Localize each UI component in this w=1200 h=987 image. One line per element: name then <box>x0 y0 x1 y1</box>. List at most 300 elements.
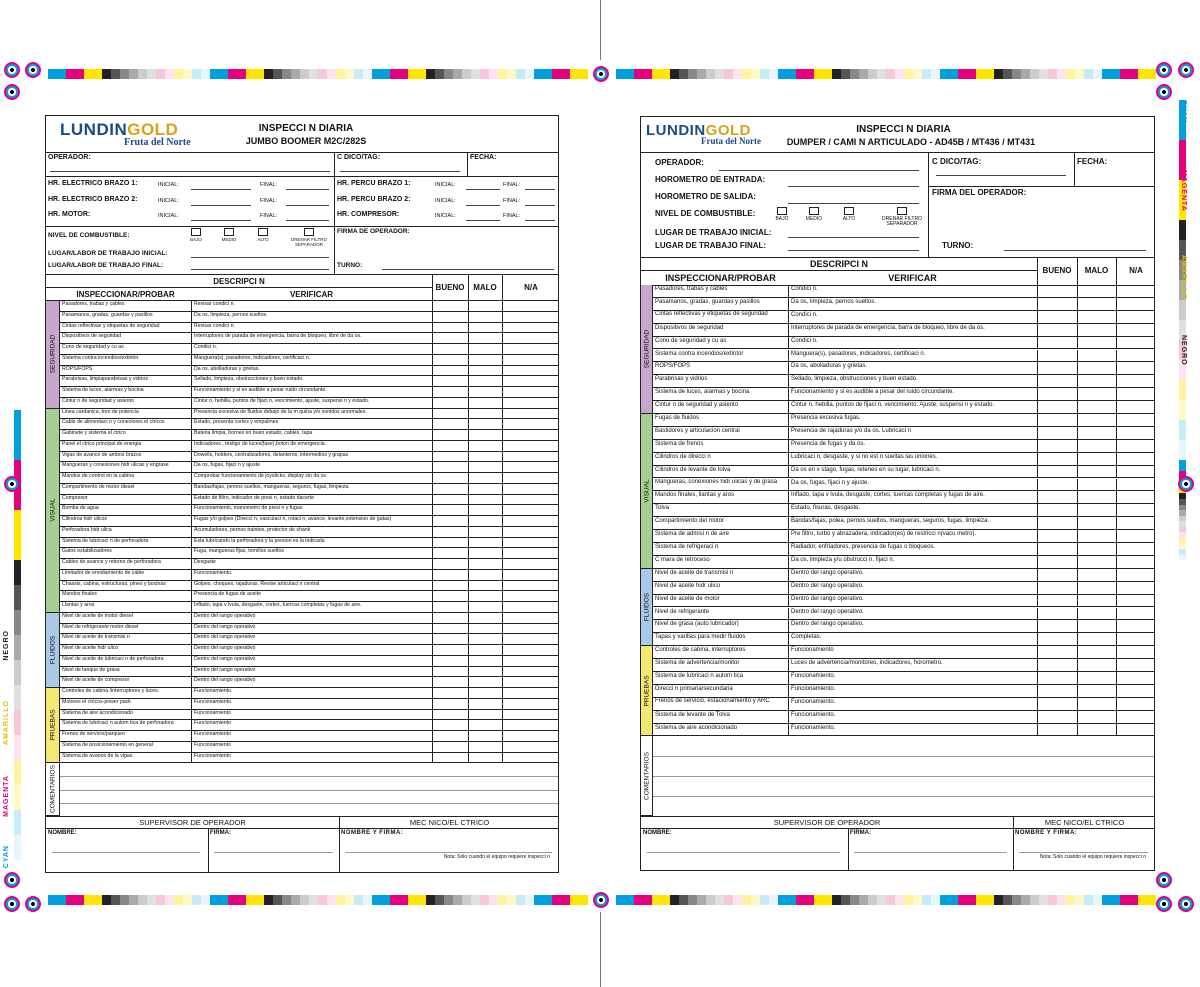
malo-checkbox-cell[interactable] <box>1077 620 1116 632</box>
malo-checkbox-cell[interactable] <box>468 333 502 343</box>
comentarios-line[interactable] <box>653 776 1154 777</box>
na-checkbox-cell[interactable] <box>1116 453 1155 465</box>
bueno-checkbox-cell[interactable] <box>432 677 468 687</box>
na-checkbox-cell[interactable] <box>1116 362 1155 374</box>
nombre-field[interactable] <box>52 852 200 853</box>
bueno-checkbox-cell[interactable] <box>1037 685 1077 697</box>
na-checkbox-cell[interactable] <box>1116 633 1155 645</box>
na-checkbox-cell[interactable] <box>502 355 559 365</box>
na-checkbox-cell[interactable] <box>502 344 559 354</box>
firma-field[interactable] <box>854 852 1007 853</box>
malo-checkbox-cell[interactable] <box>468 344 502 354</box>
malo-checkbox-cell[interactable] <box>468 699 502 709</box>
bueno-checkbox-cell[interactable] <box>1037 711 1077 723</box>
bueno-checkbox-cell[interactable] <box>1037 427 1077 439</box>
na-checkbox-cell[interactable] <box>1116 672 1155 684</box>
nombre-firma-field[interactable] <box>1019 852 1148 853</box>
malo-checkbox-cell[interactable] <box>468 419 502 429</box>
bueno-checkbox-cell[interactable] <box>1037 350 1077 362</box>
bueno-checkbox-cell[interactable] <box>1037 659 1077 671</box>
na-checkbox-cell[interactable] <box>502 516 559 526</box>
bueno-checkbox-cell[interactable] <box>1037 362 1077 374</box>
bueno-checkbox-cell[interactable] <box>1037 569 1077 581</box>
bueno-checkbox-cell[interactable] <box>432 645 468 655</box>
turno-field[interactable] <box>382 269 554 270</box>
bueno-checkbox-cell[interactable] <box>432 720 468 730</box>
na-checkbox-cell[interactable] <box>502 699 559 709</box>
inicial-field[interactable] <box>466 205 500 206</box>
malo-checkbox-cell[interactable] <box>1077 582 1116 594</box>
bueno-checkbox-cell[interactable] <box>432 591 468 601</box>
na-checkbox-cell[interactable] <box>502 301 559 311</box>
na-checkbox-cell[interactable] <box>1116 324 1155 336</box>
color-bar <box>48 895 588 905</box>
malo-checkbox-cell[interactable] <box>468 301 502 311</box>
na-checkbox-cell[interactable] <box>502 645 559 655</box>
bueno-checkbox-cell[interactable] <box>432 419 468 429</box>
table-row <box>60 462 558 473</box>
malo-checkbox-cell[interactable] <box>468 505 502 515</box>
bueno-checkbox-cell[interactable] <box>1037 504 1077 516</box>
malo-checkbox-cell[interactable] <box>1077 724 1116 736</box>
na-checkbox-cell[interactable] <box>502 710 559 720</box>
final-field[interactable] <box>286 220 329 221</box>
na-checkbox-cell[interactable] <box>1116 646 1155 658</box>
malo-checkbox-cell[interactable] <box>468 441 502 451</box>
malo-checkbox-cell[interactable] <box>468 667 502 677</box>
na-checkbox-cell[interactable] <box>502 441 559 451</box>
na-checkbox-cell[interactable] <box>502 409 559 419</box>
malo-checkbox-cell[interactable] <box>468 677 502 687</box>
malo-checkbox-cell[interactable] <box>468 548 502 558</box>
na-checkbox-cell[interactable] <box>1116 556 1155 568</box>
bueno-checkbox-cell[interactable] <box>432 333 468 343</box>
na-checkbox-cell[interactable] <box>1116 298 1155 310</box>
na-checkbox-cell[interactable] <box>502 591 559 601</box>
comentarios-line[interactable] <box>60 803 558 804</box>
final-field[interactable] <box>525 205 555 206</box>
bueno-checkbox-cell[interactable] <box>432 699 468 709</box>
malo-checkbox-cell[interactable] <box>468 720 502 730</box>
na-checkbox-cell[interactable] <box>502 742 559 752</box>
bueno-checkbox-cell[interactable] <box>432 624 468 634</box>
bueno-checkbox-cell[interactable] <box>1037 724 1077 736</box>
bueno-checkbox-cell[interactable] <box>1037 479 1077 491</box>
lugar-inicial-field[interactable] <box>788 237 919 238</box>
inspeccionar-cell: Gabinete y sistema el ctrico <box>62 430 126 436</box>
bueno-checkbox-cell[interactable] <box>1037 633 1077 645</box>
inspeccionar-cell: Nivel de refrigerante motor diesel <box>62 623 139 630</box>
na-checkbox-cell[interactable] <box>1116 530 1155 542</box>
malo-checkbox-cell[interactable] <box>1077 711 1116 723</box>
malo-checkbox-cell[interactable] <box>468 645 502 655</box>
bueno-checkbox-cell[interactable] <box>1037 440 1077 452</box>
bueno-checkbox-cell[interactable] <box>1037 414 1077 426</box>
inicial-label: INICIAL: <box>435 198 456 204</box>
verificar-cell: Cintur n, hebilla, puntos de fijaci n, vencimiento, ajuste, suspensi n y estado. <box>191 398 432 408</box>
malo-checkbox-cell[interactable] <box>1077 362 1116 374</box>
bueno-checkbox-cell[interactable] <box>1037 517 1077 529</box>
na-checkbox-cell[interactable] <box>1116 517 1155 529</box>
malo-checkbox-cell[interactable] <box>468 409 502 419</box>
table-row <box>60 495 558 506</box>
bueno-checkbox-cell[interactable] <box>432 710 468 720</box>
bueno-checkbox-cell[interactable] <box>432 473 468 483</box>
final-field[interactable] <box>286 189 329 190</box>
malo-checkbox-cell[interactable] <box>468 591 502 601</box>
bueno-checkbox-cell[interactable] <box>1037 324 1077 336</box>
malo-checkbox-cell[interactable] <box>468 581 502 591</box>
malo-checkbox-cell[interactable] <box>468 323 502 333</box>
firma-field[interactable] <box>214 852 333 853</box>
na-checkbox-cell[interactable] <box>502 559 559 569</box>
na-checkbox-cell[interactable] <box>1116 414 1155 426</box>
na-checkbox-cell[interactable] <box>1116 479 1155 491</box>
comentarios-line[interactable] <box>653 796 1154 797</box>
bueno-checkbox-cell[interactable] <box>432 656 468 666</box>
inspeccionar-cell: Linea cardanica, tren de potencia <box>62 408 139 415</box>
na-checkbox-cell[interactable] <box>1116 582 1155 594</box>
na-checkbox-cell[interactable] <box>502 624 559 634</box>
malo-checkbox-cell[interactable] <box>468 710 502 720</box>
fuel-checkbox[interactable] <box>191 228 201 236</box>
bueno-checkbox-cell[interactable] <box>432 452 468 462</box>
bueno-checkbox-cell[interactable] <box>432 559 468 569</box>
malo-checkbox-cell[interactable] <box>468 742 502 752</box>
bueno-checkbox-cell[interactable] <box>432 376 468 386</box>
na-checkbox-cell[interactable] <box>502 398 559 408</box>
bueno-checkbox-cell[interactable] <box>432 548 468 558</box>
na-checkbox-cell[interactable] <box>1116 440 1155 452</box>
na-checkbox-cell[interactable] <box>502 387 559 397</box>
malo-checkbox-cell[interactable] <box>468 538 502 548</box>
bueno-checkbox-cell[interactable] <box>432 742 468 752</box>
bueno-checkbox-cell[interactable] <box>1037 375 1077 387</box>
fuel-checkbox[interactable] <box>258 228 268 236</box>
bueno-checkbox-cell[interactable] <box>432 753 468 763</box>
na-checkbox-cell[interactable] <box>502 634 559 644</box>
bueno-checkbox-cell[interactable] <box>1037 285 1077 297</box>
lugar-final-field[interactable] <box>788 250 919 251</box>
malo-checkbox-cell[interactable] <box>468 495 502 505</box>
bueno-checkbox-cell[interactable] <box>432 462 468 472</box>
fuel-checkbox[interactable] <box>224 228 234 236</box>
bueno-checkbox-cell[interactable] <box>432 323 468 333</box>
bueno-checkbox-cell[interactable] <box>432 538 468 548</box>
na-checkbox-cell[interactable] <box>1116 724 1155 736</box>
horometro-salida-field[interactable] <box>788 203 919 204</box>
na-checkbox-cell[interactable] <box>1116 466 1155 478</box>
nombre-firma-field[interactable] <box>345 852 552 853</box>
horometro-entrada-field[interactable] <box>788 186 919 187</box>
bueno-checkbox-cell[interactable] <box>1037 401 1077 413</box>
final-field[interactable] <box>286 205 329 206</box>
bueno-checkbox-cell[interactable] <box>432 602 468 612</box>
malo-checkbox-cell[interactable] <box>468 527 502 537</box>
operador-field[interactable] <box>50 171 330 172</box>
malo-checkbox-cell[interactable] <box>1077 311 1116 323</box>
na-checkbox-cell[interactable] <box>502 581 559 591</box>
na-checkbox-cell[interactable] <box>502 527 559 537</box>
bueno-checkbox-cell[interactable] <box>432 312 468 322</box>
malo-checkbox-cell[interactable] <box>1077 504 1116 516</box>
na-checkbox-cell[interactable] <box>502 495 559 505</box>
na-checkbox-cell[interactable] <box>502 452 559 462</box>
na-checkbox-cell[interactable] <box>502 570 559 580</box>
codigo-field[interactable] <box>936 175 1066 176</box>
malo-checkbox-cell[interactable] <box>468 430 502 440</box>
table-row <box>653 543 1154 556</box>
turno-label: TURNO: <box>942 241 974 250</box>
lugar-final-field[interactable] <box>191 269 329 270</box>
na-checkbox-cell[interactable] <box>1116 388 1155 400</box>
na-checkbox-cell[interactable] <box>502 731 559 741</box>
malo-checkbox-cell[interactable] <box>468 570 502 580</box>
bueno-checkbox-cell[interactable] <box>432 355 468 365</box>
na-checkbox-cell[interactable] <box>1116 491 1155 503</box>
malo-checkbox-cell[interactable] <box>468 398 502 408</box>
malo-checkbox-cell[interactable] <box>1077 324 1116 336</box>
na-checkbox-cell[interactable] <box>1116 543 1155 555</box>
na-checkbox-cell[interactable] <box>1116 311 1155 323</box>
fuel-checkbox[interactable] <box>809 207 819 215</box>
malo-checkbox-cell[interactable] <box>468 753 502 763</box>
bueno-checkbox-cell[interactable] <box>432 516 468 526</box>
malo-checkbox-cell[interactable] <box>468 602 502 612</box>
na-checkbox-cell[interactable] <box>502 333 559 343</box>
table-row <box>60 559 558 570</box>
bueno-checkbox-cell[interactable] <box>432 344 468 354</box>
inspeccionar-cell: Pasadores, trabas y cables <box>62 301 125 307</box>
na-checkbox-cell[interactable] <box>502 505 559 515</box>
side-color-label: MAGENTA <box>3 775 10 817</box>
na-checkbox-cell[interactable] <box>1116 427 1155 439</box>
inicial-field[interactable] <box>191 189 251 190</box>
bueno-checkbox-cell[interactable] <box>1037 646 1077 658</box>
na-checkbox-cell[interactable] <box>502 419 559 429</box>
inicial-field[interactable] <box>466 220 500 221</box>
na-checkbox-cell[interactable] <box>502 366 559 376</box>
na-checkbox-cell[interactable] <box>502 323 559 333</box>
malo-checkbox-cell[interactable] <box>1077 672 1116 684</box>
fuel-checkbox[interactable] <box>777 207 787 215</box>
na-checkbox-cell[interactable] <box>1116 375 1155 387</box>
bueno-checkbox-cell[interactable] <box>432 387 468 397</box>
na-checkbox-cell[interactable] <box>502 656 559 666</box>
bueno-checkbox-cell[interactable] <box>1037 698 1077 710</box>
malo-checkbox-cell[interactable] <box>1077 659 1116 671</box>
comentarios-line[interactable] <box>60 776 558 777</box>
malo-checkbox-cell[interactable] <box>1077 350 1116 362</box>
na-checkbox-cell[interactable] <box>502 677 559 687</box>
bueno-checkbox-cell[interactable] <box>1037 466 1077 478</box>
codigo-field[interactable] <box>340 171 460 172</box>
nombre-field[interactable] <box>647 852 840 853</box>
malo-checkbox-cell[interactable] <box>1077 285 1116 297</box>
na-checkbox-cell[interactable] <box>1116 595 1155 607</box>
malo-checkbox-cell[interactable] <box>468 634 502 644</box>
na-checkbox-cell[interactable] <box>502 720 559 730</box>
bueno-checkbox-cell[interactable] <box>432 505 468 515</box>
malo-checkbox-cell[interactable] <box>1077 543 1116 555</box>
malo-checkbox-cell[interactable] <box>1077 556 1116 568</box>
malo-checkbox-cell[interactable] <box>468 312 502 322</box>
na-checkbox-cell[interactable] <box>1116 350 1155 362</box>
bueno-checkbox-cell[interactable] <box>1037 595 1077 607</box>
malo-checkbox-cell[interactable] <box>1077 646 1116 658</box>
malo-checkbox-cell[interactable] <box>468 462 502 472</box>
na-checkbox-cell[interactable] <box>1116 337 1155 349</box>
na-checkbox-cell[interactable] <box>1116 608 1155 620</box>
bueno-checkbox-cell[interactable] <box>1037 608 1077 620</box>
comentarios-line[interactable] <box>653 756 1154 757</box>
na-checkbox-cell[interactable] <box>502 538 559 548</box>
table-row <box>653 337 1154 350</box>
bueno-checkbox-cell[interactable] <box>432 398 468 408</box>
malo-checkbox-cell[interactable] <box>1077 414 1116 426</box>
malo-checkbox-cell[interactable] <box>1077 337 1116 349</box>
na-checkbox-cell[interactable] <box>502 602 559 612</box>
final-field[interactable] <box>525 189 555 190</box>
malo-checkbox-cell[interactable] <box>468 473 502 483</box>
nombre-label: NOMBRE: <box>643 830 672 836</box>
turno-field[interactable] <box>1004 250 1146 251</box>
bueno-checkbox-cell[interactable] <box>432 484 468 494</box>
verificar-cell: Golpes, choques, rajaduras. Revise articulaci n central <box>191 581 432 591</box>
na-checkbox-cell[interactable] <box>1116 285 1155 297</box>
bueno-checkbox-cell[interactable] <box>1037 543 1077 555</box>
bueno-checkbox-cell[interactable] <box>432 366 468 376</box>
na-checkbox-cell[interactable] <box>1116 711 1155 723</box>
malo-checkbox-cell[interactable] <box>468 387 502 397</box>
malo-checkbox-cell[interactable] <box>1077 685 1116 697</box>
malo-checkbox-cell[interactable] <box>1077 466 1116 478</box>
malo-checkbox-cell[interactable] <box>1077 595 1116 607</box>
bueno-checkbox-cell[interactable] <box>1037 530 1077 542</box>
malo-checkbox-cell[interactable] <box>1077 401 1116 413</box>
malo-checkbox-cell[interactable] <box>1077 530 1116 542</box>
malo-checkbox-cell[interactable] <box>1077 453 1116 465</box>
inspeccionar-cell: Pasamanos, gradas, guardas y pasillos <box>655 298 760 305</box>
bueno-checkbox-cell[interactable] <box>1037 388 1077 400</box>
malo-checkbox-cell[interactable] <box>1077 298 1116 310</box>
verificar-cell: Interruptores de parada de emergencia, barra de bloqueo, libre de da os. <box>191 333 432 343</box>
na-checkbox-cell[interactable] <box>1116 659 1155 671</box>
malo-checkbox-cell[interactable] <box>468 688 502 698</box>
inicial-field[interactable] <box>191 220 251 221</box>
bueno-checkbox-cell[interactable] <box>1037 620 1077 632</box>
malo-checkbox-cell[interactable] <box>468 452 502 462</box>
lugar-inicial-field[interactable] <box>191 257 329 258</box>
bueno-checkbox-cell[interactable] <box>432 527 468 537</box>
operador-field[interactable] <box>719 170 919 171</box>
na-checkbox-cell[interactable] <box>1116 620 1155 632</box>
bueno-checkbox-cell[interactable] <box>432 667 468 677</box>
bueno-checkbox-cell[interactable] <box>1037 453 1077 465</box>
final-field[interactable] <box>525 220 555 221</box>
bueno-checkbox-cell[interactable] <box>1037 556 1077 568</box>
bueno-checkbox-cell[interactable] <box>432 634 468 644</box>
bueno-checkbox-cell[interactable] <box>432 570 468 580</box>
malo-checkbox-cell[interactable] <box>468 613 502 623</box>
inicial-label: INICIAL: <box>158 198 179 204</box>
malo-checkbox-cell[interactable] <box>468 516 502 526</box>
bueno-checkbox-cell[interactable] <box>432 731 468 741</box>
na-checkbox-cell[interactable] <box>502 688 559 698</box>
bueno-checkbox-cell[interactable] <box>432 613 468 623</box>
malo-checkbox-cell[interactable] <box>1077 440 1116 452</box>
malo-checkbox-cell[interactable] <box>1077 517 1116 529</box>
fuel-checkbox[interactable] <box>844 207 854 215</box>
bueno-checkbox-cell[interactable] <box>432 409 468 419</box>
na-checkbox-cell[interactable] <box>1116 698 1155 710</box>
na-checkbox-cell[interactable] <box>502 473 559 483</box>
malo-checkbox-cell[interactable] <box>1077 388 1116 400</box>
inspeccionar-cell: Cilindros de levante de tolva <box>655 466 731 473</box>
bueno-checkbox-cell[interactable] <box>432 581 468 591</box>
malo-checkbox-cell[interactable] <box>1077 491 1116 503</box>
bueno-checkbox-cell[interactable] <box>1037 491 1077 503</box>
na-checkbox-cell[interactable] <box>1116 685 1155 697</box>
na-checkbox-cell[interactable] <box>502 753 559 763</box>
malo-checkbox-cell[interactable] <box>468 355 502 365</box>
bueno-checkbox-cell[interactable] <box>432 301 468 311</box>
malo-checkbox-cell[interactable] <box>468 731 502 741</box>
malo-checkbox-cell[interactable] <box>1077 633 1116 645</box>
na-checkbox-cell[interactable] <box>502 312 559 322</box>
malo-checkbox-cell[interactable] <box>1077 698 1116 710</box>
fuel-checkbox[interactable] <box>304 228 314 236</box>
bueno-checkbox-cell[interactable] <box>1037 337 1077 349</box>
malo-checkbox-cell[interactable] <box>468 376 502 386</box>
bueno-checkbox-cell[interactable] <box>432 688 468 698</box>
bueno-checkbox-cell[interactable] <box>1037 311 1077 323</box>
na-checkbox-cell[interactable] <box>502 667 559 677</box>
malo-checkbox-cell[interactable] <box>1077 479 1116 491</box>
malo-checkbox-cell[interactable] <box>1077 375 1116 387</box>
malo-checkbox-cell[interactable] <box>468 484 502 494</box>
bueno-checkbox-cell[interactable] <box>1037 672 1077 684</box>
bueno-checkbox-cell[interactable] <box>1037 298 1077 310</box>
na-checkbox-cell[interactable] <box>502 484 559 494</box>
malo-checkbox-cell[interactable] <box>468 559 502 569</box>
na-checkbox-cell[interactable] <box>502 430 559 440</box>
inicial-field[interactable] <box>191 205 251 206</box>
bueno-checkbox-cell[interactable] <box>432 430 468 440</box>
bueno-checkbox-cell[interactable] <box>432 441 468 451</box>
fuel-checkbox[interactable] <box>897 207 907 215</box>
malo-checkbox-cell[interactable] <box>1077 608 1116 620</box>
bueno-checkbox-cell[interactable] <box>432 495 468 505</box>
final-label: FINAL: <box>260 213 278 219</box>
na-checkbox-cell[interactable] <box>502 462 559 472</box>
na-checkbox-cell[interactable] <box>502 548 559 558</box>
bueno-checkbox-cell[interactable] <box>1037 582 1077 594</box>
malo-checkbox-cell[interactable] <box>468 624 502 634</box>
comentarios-line[interactable] <box>60 790 558 791</box>
inicial-field[interactable] <box>466 189 500 190</box>
table-row <box>653 491 1154 504</box>
malo-checkbox-cell[interactable] <box>1077 569 1116 581</box>
na-checkbox-cell[interactable] <box>1116 504 1155 516</box>
na-checkbox-cell[interactable] <box>1116 401 1155 413</box>
na-checkbox-cell[interactable] <box>502 613 559 623</box>
malo-checkbox-cell[interactable] <box>468 366 502 376</box>
na-checkbox-cell[interactable] <box>1116 569 1155 581</box>
malo-checkbox-cell[interactable] <box>1077 427 1116 439</box>
malo-checkbox-cell[interactable] <box>468 656 502 666</box>
na-checkbox-cell[interactable] <box>502 376 559 386</box>
